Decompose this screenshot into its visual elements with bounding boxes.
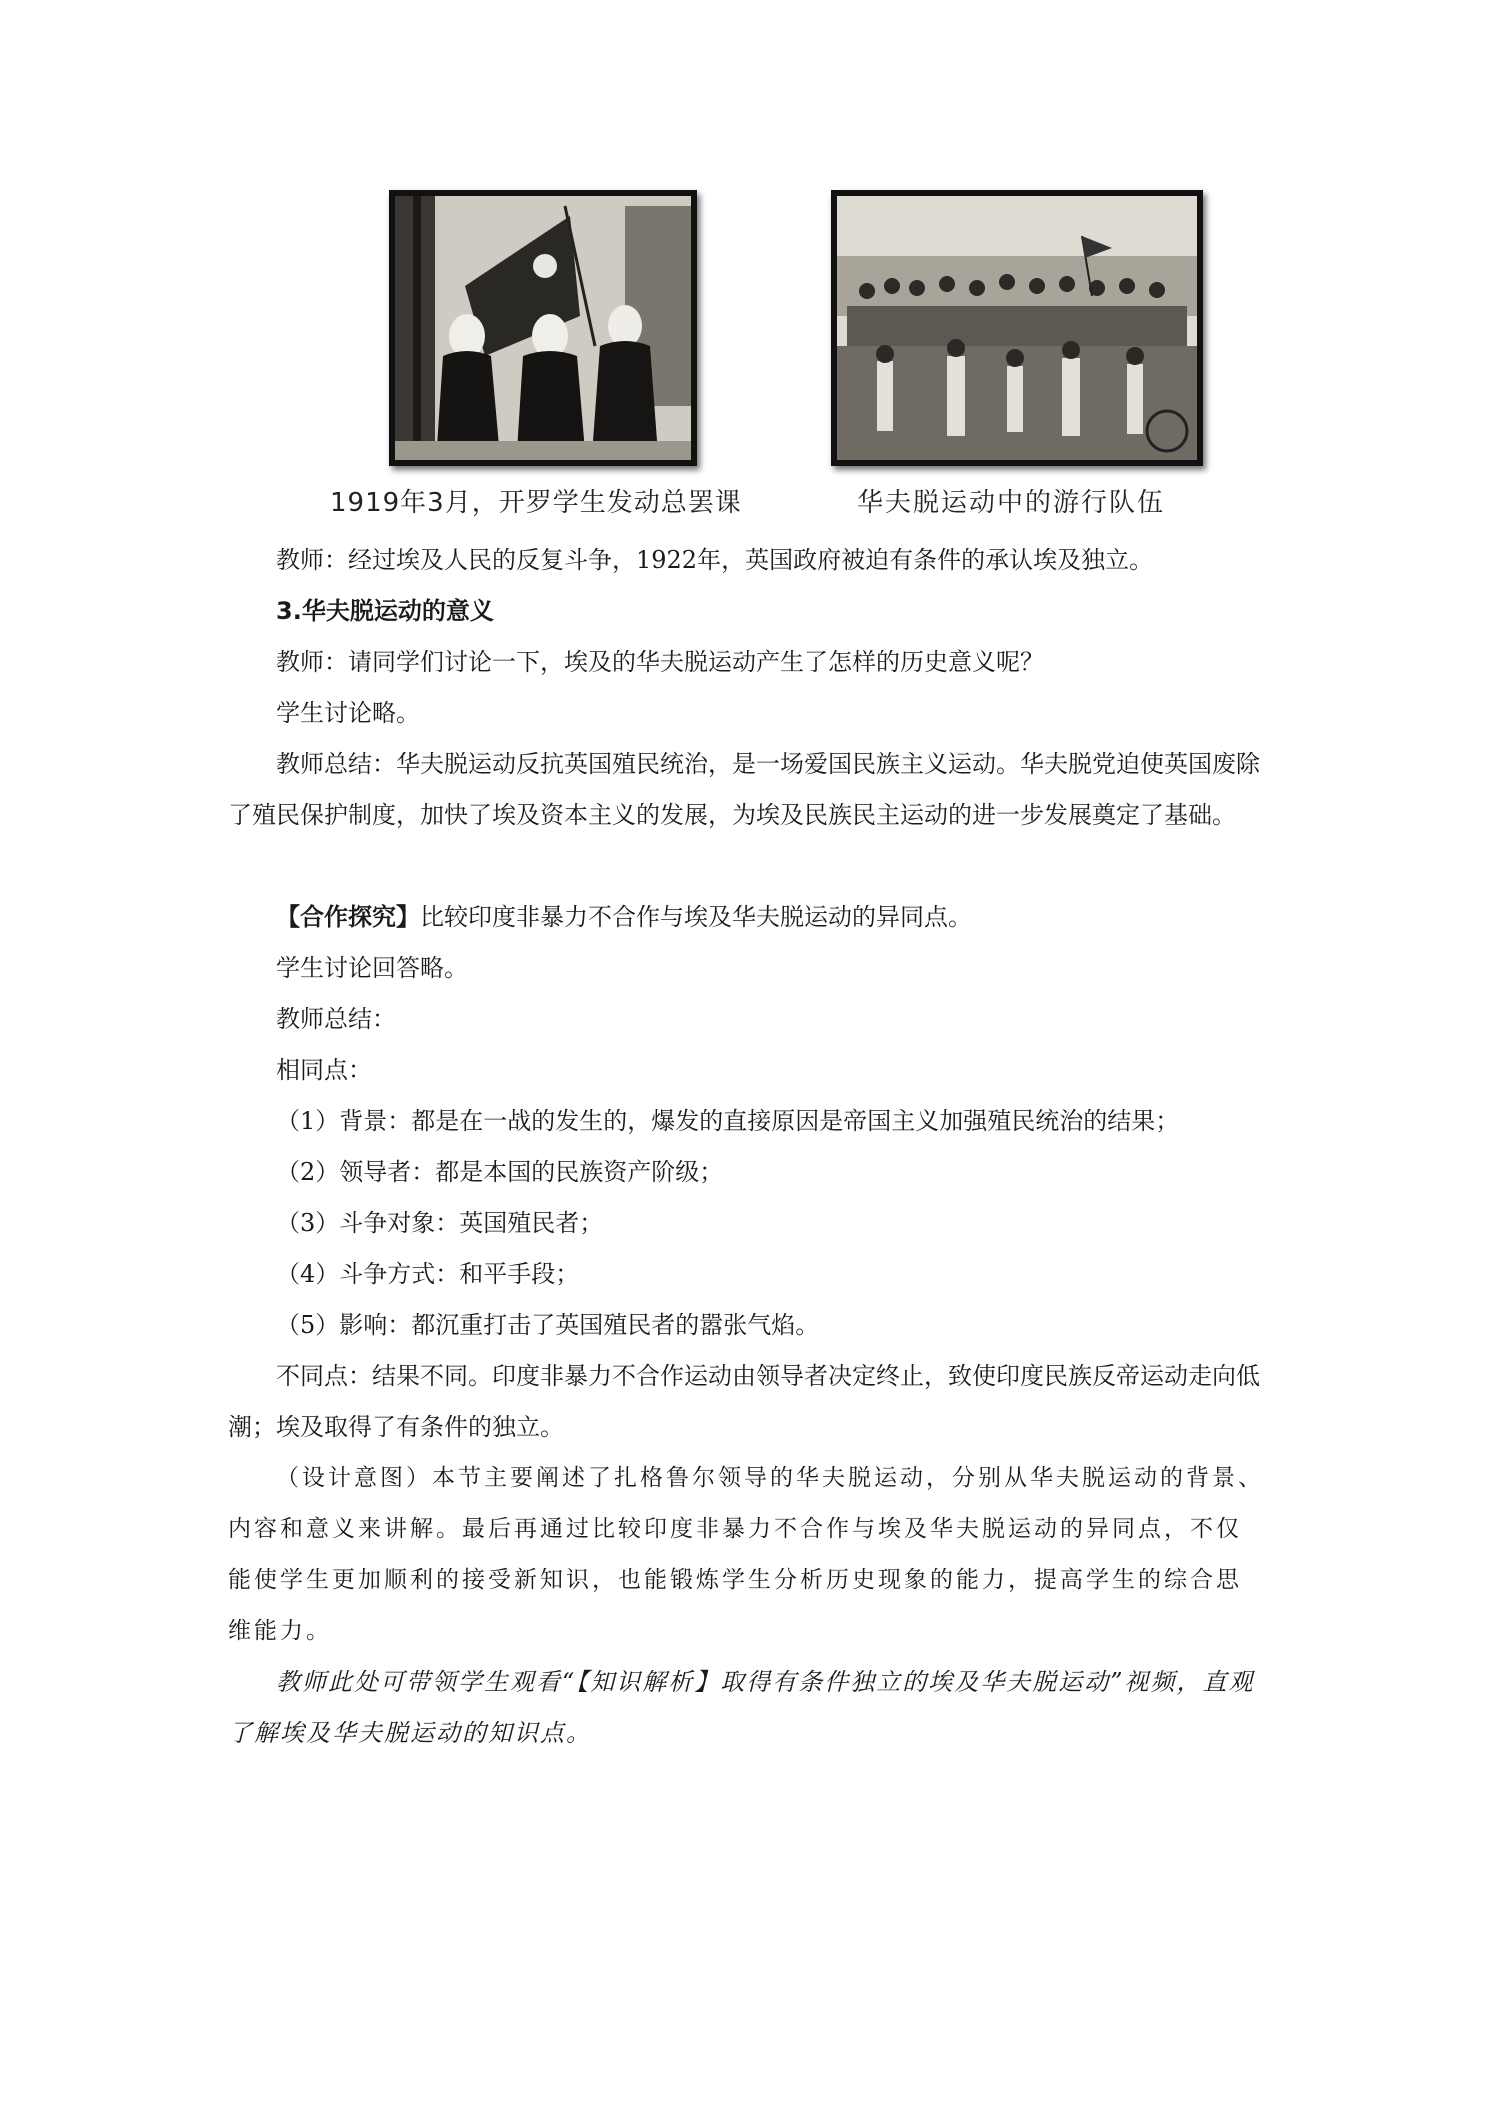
similarity-item-5: （5）影响：都沉重打击了英国殖民者的嚣张气焰。 [276,1311,820,1339]
paragraph-question: 教师：请同学们讨论一下，埃及的华夫脱运动产生了怎样的历史意义呢？ [276,648,1044,676]
paragraph-cooperative-inquiry [228,892,1264,943]
paragraph-student-answer: 学生讨论回答略。 [276,954,468,982]
photo-cairo-student-strike-image [395,196,691,460]
paragraph-design-intent: （设计意图）本节主要阐述了扎格鲁尔领导的华夫脱运动，分别从华夫脱运动的背景、内容和意义来讲解。最后再通过比较印度非暴力不合作与埃及华夫脱运动的异同点，不仅能使学生更加顺利的接受新知识，也能锻炼学生分析历史现象的能力，提高学生的综合思维能力。 [228,1465,1264,1644]
paragraph-video-note: 教师此处可带领学生观看“【知识解析】取得有条件独立的埃及华夫脱运动”视频，直观了解埃及华夫脱运动的知识点。 [228,1668,1255,1747]
cooperative-inquiry-label: 【合作探究】 [276,903,420,931]
photo-wafd-procession [831,190,1203,466]
paragraph-summary: 教师总结：华夫脱运动反抗英国殖民统治，是一场爱国民族主义运动。华夫脱党迫使英国废除了殖民保护制度，加快了埃及资本主义的发展，为埃及民族民主运动的进一步发展奠定了基础。 [228,750,1260,829]
cooperative-inquiry-text: 比较印度非暴力不合作与埃及华夫脱运动的异同点。 [420,903,972,931]
similarity-item-4: （4）斗争方式：和平手段； [276,1260,580,1288]
paragraph-similarities-label: 相同点： [276,1056,372,1084]
section-heading: 3.华夫脱运动的意义 [276,597,494,625]
paragraph-differences: 不同点：结果不同。印度非暴力不合作运动由领导者决定终止，致使印度民族反帝运动走向低潮；埃及取得了有条件的独立。 [228,1362,1260,1441]
similarity-item-3: （3）斗争对象：英国殖民者； [276,1209,604,1237]
photo-wafd-procession-image [837,196,1197,460]
paragraph-discussion: 学生讨论略。 [276,699,420,727]
similarity-item-1: （1）背景：都是在一战的发生的，爆发的直接原因是帝国主义加强殖民统治的结果； [276,1107,1180,1135]
paragraph-teacher-summary-label: 教师总结： [276,1005,396,1033]
paragraph-independence: 教师：经过埃及人民的反复斗争，1922年，英国政府被迫有条件的承认埃及独立。 [276,546,1154,574]
photo-cairo-student-strike [389,190,697,466]
similarity-item-2: （2）领导者：都是本国的民族资产阶级； [276,1158,724,1186]
figure-caption-1: 1919年3月，开罗学生发动总罢课 [330,488,742,518]
figure-caption-2: 华夫脱运动中的游行队伍 [857,488,1166,518]
